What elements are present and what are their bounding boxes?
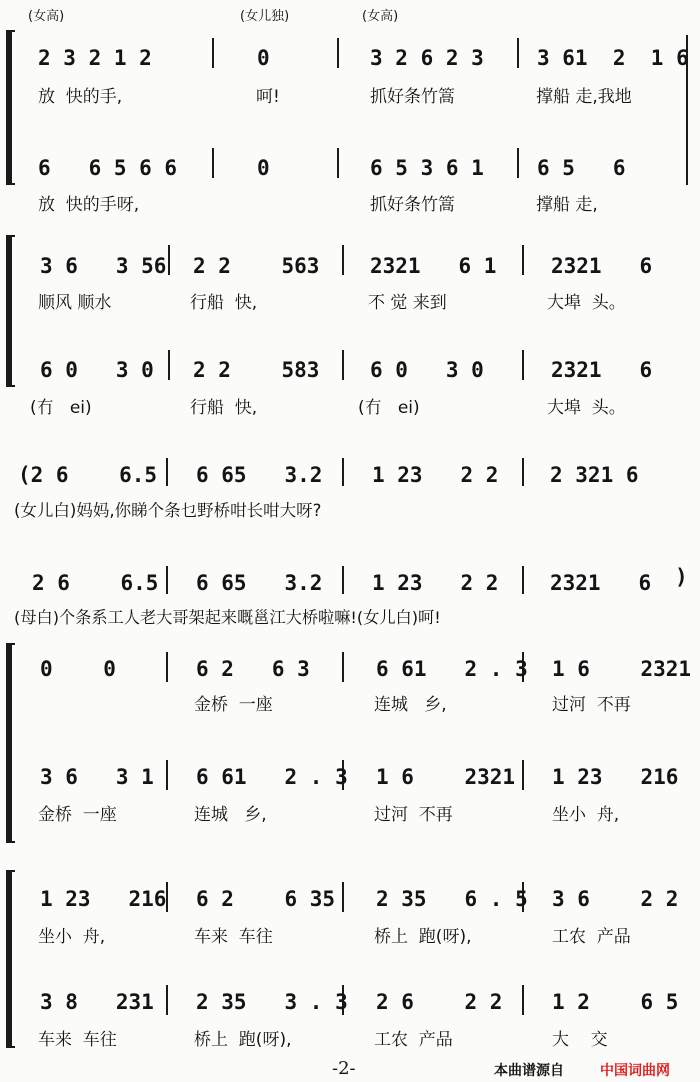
barline xyxy=(166,985,168,1015)
system-bracket xyxy=(6,235,12,387)
notation-measure: 2 321 6 xyxy=(550,463,639,487)
notation-measure: 6 0 3 0 xyxy=(40,358,154,382)
barline xyxy=(212,38,214,68)
notation-measure: 3 6 3 1 xyxy=(40,765,154,789)
notation-measure: ) xyxy=(675,565,688,589)
lyric-line: 过河 不再 xyxy=(374,805,453,825)
barline xyxy=(168,350,170,380)
notation-measure: 2321 6 xyxy=(550,571,652,595)
notation-measure: 2 6 2 2 xyxy=(376,990,503,1014)
notation-measure: 6 0 3 0 xyxy=(370,358,484,382)
lyric-line: 撑船 走,我地 xyxy=(536,87,632,107)
barline xyxy=(517,148,519,178)
barline xyxy=(342,566,344,594)
spoken-line: (女儿白)妈妈,你睇个条乜野桥咁长咁大呀? xyxy=(14,501,322,520)
role-label: (女高) xyxy=(28,9,65,24)
lyric-line: 坐小 舟, xyxy=(38,927,106,947)
notation-measure: 0 xyxy=(257,46,270,70)
system-bracket xyxy=(6,30,12,185)
notation-measure: 6 61 2 . 3 xyxy=(376,657,528,681)
notation-measure: 3 6 2 2 xyxy=(552,887,679,911)
barline xyxy=(522,458,524,486)
page-number: -2- xyxy=(332,1058,356,1079)
barline xyxy=(337,38,339,68)
notation-measure: 1 2 6 5 xyxy=(552,990,679,1014)
lyric-line: 顺风 顺水 xyxy=(38,293,112,313)
notation-measure: 2 2 583 xyxy=(193,358,320,382)
lyric-line: 桥上 跑(呀), xyxy=(194,1030,292,1050)
lyric-line: 连城 乡, xyxy=(374,695,447,715)
notation-measure: 2 2 563 xyxy=(193,254,320,278)
role-label: (女高) xyxy=(362,9,399,24)
lyric-line: 金桥 一座 xyxy=(194,695,273,715)
role-label: (女儿独) xyxy=(240,9,290,24)
barline xyxy=(166,652,168,682)
system-bracket xyxy=(6,870,12,1048)
barline xyxy=(342,652,344,682)
notation-measure: 1 23 216 xyxy=(552,765,679,789)
notation-measure: 6 2 6 35 xyxy=(196,887,336,911)
notation-measure: 2 35 3 . 3 xyxy=(196,990,348,1014)
barline xyxy=(522,985,524,1015)
lyric-line: (冇 ei) xyxy=(358,398,420,418)
notation-measure: 2 35 6 . 5 xyxy=(376,887,528,911)
notation-measure: 1 23 2 2 xyxy=(372,463,499,487)
lyric-line: 不 觉 来到 xyxy=(368,293,447,313)
lyric-line: 金桥 一座 xyxy=(38,805,117,825)
notation-measure: 3 61 2 1 6 xyxy=(537,46,689,70)
site-name-link[interactable]: 中国词曲网 xyxy=(600,1063,670,1079)
notation-measure: 3 6 3 56 xyxy=(40,254,167,278)
notation-measure: (2 6 6.5 xyxy=(18,463,158,487)
notation-measure: 1 6 2321 xyxy=(376,765,516,789)
barline xyxy=(522,350,524,380)
lyric-line: 坐小 舟, xyxy=(552,805,620,825)
notation-measure: 1 6 2321 xyxy=(552,657,692,681)
barline xyxy=(342,245,344,275)
lyric-line: 大埠 头。 xyxy=(547,398,626,418)
notation-measure: 1 23 216 xyxy=(40,887,167,911)
lyric-line: 大 交 xyxy=(552,1030,608,1050)
barline xyxy=(166,760,168,790)
lyric-line: 工农 产品 xyxy=(374,1030,453,1050)
notation-measure: 6 61 2 . 3 xyxy=(196,765,348,789)
source-credit: 本曲谱源自 xyxy=(494,1063,564,1079)
notation-measure: 6 5 3 6 1 xyxy=(370,156,484,180)
lyric-line: 连城 乡, xyxy=(194,805,267,825)
lyric-line: 放 快的手呀, xyxy=(38,195,140,215)
lyric-line: 过河 不再 xyxy=(552,695,631,715)
lyric-line: 行船 快, xyxy=(190,293,258,313)
notation-measure: 1 23 2 2 xyxy=(372,571,499,595)
barline xyxy=(522,760,524,790)
lyric-line: (冇 ei) xyxy=(30,398,92,418)
system-bracket xyxy=(6,643,12,843)
lyric-line: 撑船 走, xyxy=(536,195,598,215)
barline xyxy=(342,458,344,486)
notation-measure: 6 65 3.2 xyxy=(196,571,323,595)
notation-measure: 6 5 6 xyxy=(537,156,626,180)
lyric-line: 车来 车往 xyxy=(38,1030,117,1050)
barline xyxy=(212,148,214,178)
notation-measure: 2321 6 xyxy=(551,358,653,382)
lyric-line: 工农 产品 xyxy=(552,927,631,947)
notation-measure: 0 0 xyxy=(40,657,116,681)
barline xyxy=(517,38,519,68)
notation-measure: 6 6 5 6 6 xyxy=(38,156,178,180)
lyric-line: 呵! xyxy=(256,87,280,107)
notation-measure: 0 xyxy=(257,156,270,180)
spoken-line: (母白)个条系工人老大哥架起来嘅邕江大桥啦嘛!(女儿白)呵! xyxy=(14,608,441,627)
lyric-line: 桥上 跑(呀), xyxy=(374,927,472,947)
barline xyxy=(522,245,524,275)
notation-measure: 2321 6 xyxy=(551,254,653,278)
lyric-line: 车来 车往 xyxy=(194,927,273,947)
barline xyxy=(342,882,344,912)
lyric-line: 大埠 头。 xyxy=(547,293,626,313)
barline xyxy=(166,458,168,486)
lyric-line: 放 快的手, xyxy=(38,87,123,107)
notation-measure: 2 6 6.5 xyxy=(32,571,159,595)
notation-measure: 3 8 231 xyxy=(40,990,154,1014)
notation-measure: 2321 6 1 xyxy=(370,254,497,278)
barline xyxy=(168,245,170,275)
lyric-line: 行船 快, xyxy=(190,398,258,418)
notation-measure: 3 2 6 2 3 xyxy=(370,46,484,70)
barline xyxy=(337,148,339,178)
barline xyxy=(166,566,168,594)
lyric-line: 抓好条竹篙 xyxy=(370,87,455,107)
notation-measure: 2 3 2 1 2 xyxy=(38,46,152,70)
notation-measure: 6 65 3.2 xyxy=(196,463,323,487)
barline xyxy=(522,566,524,594)
notation-measure: 6 2 6 3 xyxy=(196,657,310,681)
barline xyxy=(342,350,344,380)
lyric-line: 抓好条竹篙 xyxy=(370,195,455,215)
